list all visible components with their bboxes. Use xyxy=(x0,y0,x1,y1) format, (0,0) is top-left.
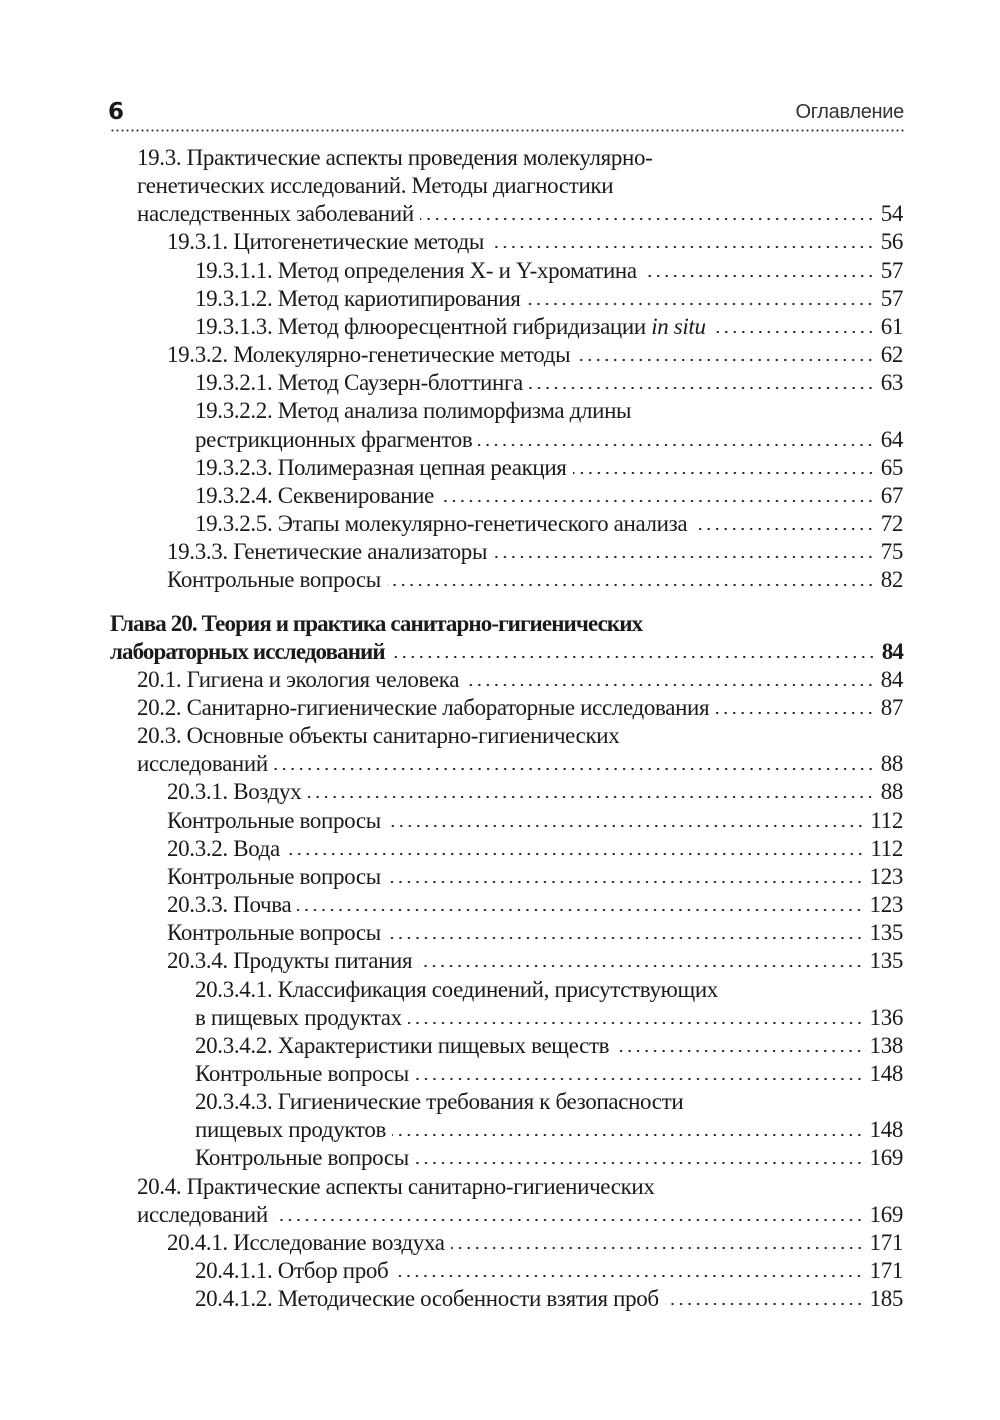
toc-entry-title xyxy=(195,1060,409,1088)
leader-dots xyxy=(387,880,864,884)
leader-dots xyxy=(493,555,875,559)
leader-dots xyxy=(573,471,875,475)
running-header-title: Оглавление xyxy=(795,101,904,123)
toc-entry-title xyxy=(195,1257,388,1285)
toc-page-number[interactable]: 84 xyxy=(880,666,903,692)
toc-entry-line: 20.3. Основные объекты санитарно-гигиенических xyxy=(137,723,620,749)
toc-entry-title xyxy=(137,1201,268,1229)
leader-dots xyxy=(451,1246,864,1250)
toc-entry[interactable] xyxy=(110,778,903,806)
toc-entry-title xyxy=(167,947,412,975)
leader-dots xyxy=(274,767,875,771)
leader-dots xyxy=(408,1021,864,1025)
toc-entry-title xyxy=(167,807,381,835)
toc-entry-title xyxy=(110,638,385,666)
table-of-contents xyxy=(110,144,903,1313)
toc-entry[interactable] xyxy=(110,482,903,510)
toc-entry-text: наследственных заболеваний xyxy=(137,201,414,227)
toc-page-number[interactable]: 54 xyxy=(880,201,903,227)
toc-page-number[interactable]: 123 xyxy=(869,863,903,889)
toc-page-number[interactable]: 84 xyxy=(881,638,903,664)
toc-entry-text: 20.3.1. Воздух xyxy=(167,779,302,805)
toc-entry-title xyxy=(195,313,706,341)
toc-entry-title xyxy=(195,1004,402,1032)
toc-entry-title xyxy=(137,200,414,228)
toc-entry-text: 19.3.1.2. Метод кариотипирования xyxy=(195,285,521,311)
toc-page-number[interactable]: 135 xyxy=(869,920,903,946)
toc-entry[interactable] xyxy=(110,285,903,313)
leader-dots xyxy=(394,1274,863,1278)
toc-entry-title xyxy=(167,919,381,947)
toc-entry-text: 20.4.1. Исследование воздуха xyxy=(167,1229,445,1255)
toc-entry-title xyxy=(195,285,520,313)
toc-entry-text: 20.3.2. Вода xyxy=(167,835,280,861)
toc-entry-text: в пищевых продуктах xyxy=(195,1004,402,1030)
toc-entry-title xyxy=(195,454,567,482)
leader-dots xyxy=(391,655,876,659)
leader-dots xyxy=(387,936,864,940)
toc-entry-text: 19.3.2.4. Секвенирование xyxy=(195,482,434,508)
toc-entry[interactable] xyxy=(110,1285,903,1313)
page-number: 6 xyxy=(108,99,125,125)
toc-entry-text: Контрольные вопросы xyxy=(167,920,381,946)
toc-entry[interactable] xyxy=(110,1088,903,1144)
toc-page-number[interactable]: 112 xyxy=(870,807,903,833)
toc-page-number[interactable]: 135 xyxy=(869,948,903,974)
toc-entry-text: рестрикционных фрагментов xyxy=(195,426,473,452)
toc-entry-line: 20.3.4.3. Гигиенические требования к безопасности xyxy=(195,1089,684,1115)
leader-dots xyxy=(576,358,874,362)
leader-dots xyxy=(415,1077,864,1081)
toc-entry-text: 20.3.4.2. Характеристики пищевых веществ xyxy=(195,1032,610,1058)
toc-entry-text: Контрольные вопросы xyxy=(195,1061,409,1086)
toc-entry-title xyxy=(167,1229,445,1257)
toc-page-number[interactable]: 171 xyxy=(869,1229,903,1255)
toc-entry-text: 20.1. Гигиена и экология человека xyxy=(137,666,460,692)
toc-entry[interactable] xyxy=(110,257,903,285)
toc-page-number[interactable]: 82 xyxy=(880,567,903,593)
leader-dots xyxy=(665,1302,864,1306)
leader-dots xyxy=(490,245,875,249)
toc-entry-title xyxy=(167,341,570,369)
toc-entry-line: 19.3.2.2. Метод анализа полиморфизма длины xyxy=(195,398,632,424)
toc-page-number[interactable]: 148 xyxy=(869,1117,903,1143)
toc-entry-title xyxy=(167,835,280,863)
toc-page-number[interactable]: 57 xyxy=(880,285,903,311)
toc-entry[interactable] xyxy=(110,947,903,975)
toc-page-number[interactable]: 148 xyxy=(869,1061,903,1086)
toc-entry[interactable] xyxy=(110,144,903,228)
toc-page-number[interactable]: 171 xyxy=(869,1258,903,1284)
toc-entry-title xyxy=(167,228,484,256)
leader-dots xyxy=(529,386,875,390)
header-dotted-rule xyxy=(110,129,905,132)
toc-entry-title xyxy=(195,1144,409,1172)
toc-entry-text: 19.3.2.3. Полимеразная цепная реакция xyxy=(195,454,567,480)
toc-page-number[interactable]: 57 xyxy=(880,257,903,283)
toc-page-number[interactable]: 88 xyxy=(880,779,903,805)
toc-entry-title xyxy=(195,482,434,510)
leader-dots xyxy=(715,711,874,715)
toc-page-number[interactable]: 62 xyxy=(880,342,903,368)
toc-entry-line: 20.3.4.1. Классификация соединений, присутствующих xyxy=(195,976,718,1002)
toc-entry-text: 20.4.1.1. Отбор проб xyxy=(195,1258,389,1284)
toc-entry-title xyxy=(167,538,487,566)
toc-entry-text: 19.3.2. Молекулярно-генетические методы xyxy=(167,342,571,368)
toc-entry-title xyxy=(167,778,301,806)
leader-dots xyxy=(297,908,863,912)
toc-entry-text: Контрольные вопросы xyxy=(195,1145,409,1171)
toc-entry[interactable] xyxy=(110,1173,903,1229)
toc-entry-title xyxy=(195,426,472,454)
toc-entry-title xyxy=(195,369,523,397)
leader-dots xyxy=(526,302,874,306)
toc-entry-title xyxy=(137,694,709,722)
toc-entry-text: пищевых продуктов xyxy=(195,1117,386,1143)
toc-entry-text: Контрольные вопросы xyxy=(167,807,381,833)
toc-page-number[interactable]: 56 xyxy=(880,229,903,255)
toc-entry[interactable] xyxy=(110,538,903,566)
toc-page-number[interactable]: 169 xyxy=(869,1201,903,1227)
toc-entry[interactable] xyxy=(110,369,903,397)
toc-entry-line: Глава 20. Теория и практика санитарно-гигиенических xyxy=(110,610,643,636)
toc-page-number[interactable]: 136 xyxy=(869,1004,903,1030)
toc-page-number[interactable]: 63 xyxy=(880,370,903,396)
leader-dots xyxy=(387,583,875,587)
toc-entry-title xyxy=(167,891,291,919)
toc-entry[interactable] xyxy=(110,510,903,538)
leader-dots xyxy=(712,330,875,334)
toc-page-number[interactable]: 64 xyxy=(880,426,903,452)
toc-entry[interactable] xyxy=(110,722,903,778)
toc-page-number[interactable]: 185 xyxy=(869,1286,903,1312)
leader-dots xyxy=(307,795,874,799)
toc-entry[interactable] xyxy=(110,919,903,947)
toc-entry-text: исследований xyxy=(137,1201,268,1227)
toc-entry-text: 19.3.1.1. Метод определения X- и Y-хроматина xyxy=(195,257,637,283)
leader-dots xyxy=(418,964,863,968)
leader-dots xyxy=(615,1049,863,1053)
leader-dots xyxy=(274,1218,864,1222)
toc-entry-text: 20.2. Санитарно-гигиенические лабораторные исследования xyxy=(137,694,710,720)
toc-entry-title xyxy=(195,1285,659,1313)
leader-dots xyxy=(392,1133,864,1137)
leader-dots xyxy=(387,824,865,828)
toc-entry-text: 19.3.3. Генетические анализаторы xyxy=(167,539,488,565)
toc-entry[interactable] xyxy=(110,228,903,256)
toc-entry[interactable] xyxy=(110,341,903,369)
toc-entry-line: генетических исследований. Методы диагностики xyxy=(137,173,614,199)
toc-entry-text: лабораторных исследований xyxy=(110,638,385,664)
toc-entry-text: исследований xyxy=(137,751,268,777)
leader-dots xyxy=(465,683,875,687)
toc-entry[interactable] xyxy=(110,1060,903,1088)
toc-entry-text: Контрольные вопросы xyxy=(167,863,381,889)
toc-entry[interactable] xyxy=(110,397,903,453)
toc-page-number[interactable]: 65 xyxy=(880,454,903,480)
toc-entry[interactable] xyxy=(110,694,903,722)
leader-dots xyxy=(478,443,874,447)
toc-entry-title xyxy=(167,863,381,891)
toc-entry-text: 20.3.3. Почва xyxy=(167,892,292,918)
toc-entry-text: 19.3.2.1. Метод Саузерн-блоттинга xyxy=(195,370,523,396)
toc-entry-text: Контрольные вопросы xyxy=(167,567,381,593)
toc-page-number[interactable]: 75 xyxy=(880,539,903,565)
toc-page-number[interactable]: 123 xyxy=(869,892,903,918)
leader-dots xyxy=(440,499,875,503)
toc-entry-title xyxy=(195,510,687,538)
toc-page-number[interactable]: 88 xyxy=(880,751,903,777)
leader-dots xyxy=(286,852,865,856)
toc-entry[interactable] xyxy=(110,1032,903,1060)
toc-entry[interactable] xyxy=(110,1257,903,1285)
toc-entry[interactable] xyxy=(110,313,903,341)
toc-page-number[interactable]: 138 xyxy=(869,1032,903,1058)
toc-entry[interactable] xyxy=(110,1144,903,1172)
toc-entry[interactable] xyxy=(110,666,903,694)
toc-entry-italic-text: in situ xyxy=(651,313,706,339)
toc-entry[interactable] xyxy=(110,891,903,919)
toc-entry[interactable] xyxy=(110,835,903,863)
toc-entry-title xyxy=(167,566,381,594)
toc-entry[interactable] xyxy=(110,566,903,594)
toc-page-number[interactable]: 61 xyxy=(880,313,903,339)
toc-page-number[interactable]: 169 xyxy=(869,1145,903,1171)
toc-entry-text: 20.4.1.2. Методические особенности взятия проб xyxy=(195,1286,659,1312)
toc-entry-line: 19.3. Практические аспекты проведения молекулярно- xyxy=(137,145,653,170)
leader-dots xyxy=(415,1161,864,1165)
toc-page-number[interactable]: 87 xyxy=(880,694,903,720)
toc-entry-text: 19.3.1. Цитогенетические методы xyxy=(167,229,485,255)
toc-entry[interactable] xyxy=(110,976,903,1032)
leader-dots xyxy=(693,527,874,531)
leader-dots xyxy=(643,274,875,278)
toc-entry-title xyxy=(195,257,637,285)
toc-entry-title xyxy=(137,750,268,778)
toc-entry-text: 20.3.4. Продукты питания xyxy=(167,948,413,974)
toc-page-number[interactable]: 72 xyxy=(880,511,903,537)
toc-entry[interactable] xyxy=(110,807,903,835)
toc-entry-title xyxy=(137,666,459,694)
toc-chapter-entry[interactable] xyxy=(110,610,903,666)
toc-entry-text: 19.3.2.5. Этапы молекулярно-генетического анализа xyxy=(195,511,688,537)
toc-page-number[interactable]: 112 xyxy=(870,835,903,861)
toc-entry[interactable] xyxy=(110,1229,903,1257)
toc-entry-title xyxy=(195,1116,386,1144)
toc-entry-text: 19.3.1.3. Метод флюоресцентной гибридизации xyxy=(195,313,652,339)
toc-entry[interactable] xyxy=(110,454,903,482)
leader-dots xyxy=(420,217,875,221)
toc-entry[interactable] xyxy=(110,863,903,891)
toc-entry-title xyxy=(195,1032,609,1060)
toc-entry-line: 20.4. Практические аспекты санитарно-гигиенических xyxy=(137,1173,655,1199)
toc-page-number[interactable]: 67 xyxy=(880,482,903,508)
